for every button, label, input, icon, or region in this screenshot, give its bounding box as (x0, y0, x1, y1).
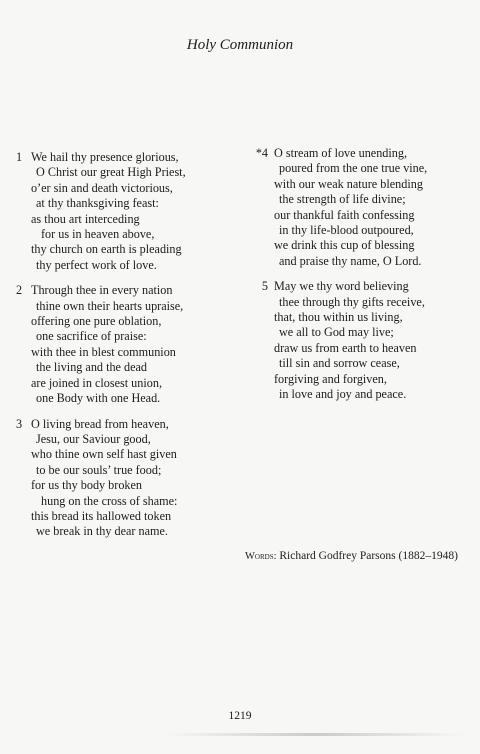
credit-author: Richard Godfrey Parsons (1882–1948) (279, 550, 458, 562)
verse-number: 5 (261, 279, 268, 294)
verse-number: *4 (255, 146, 268, 160)
verse-line: we drink this cup of blessing (274, 238, 415, 253)
verse-line: thee through thy gifts receive, (279, 294, 425, 309)
verse-2 (16, 283, 236, 406)
page-edge-shadow (165, 733, 465, 736)
verse-line: one sacrifice of praise: (36, 329, 147, 344)
verse-line: poured from the one true vine, (279, 161, 428, 176)
verse-1 (16, 150, 236, 273)
verse-line: we all to God may live; (279, 325, 394, 340)
verse-4 (248, 146, 473, 269)
verse-line: offering one pure oblation, (31, 314, 162, 329)
verse-line: O living bread from heaven, (31, 416, 169, 431)
verse-line: the living and the dead (36, 360, 148, 375)
verse-line: at thy thanksgiving feast: (36, 196, 159, 211)
verse-line: in love and joy and peace. (279, 387, 407, 402)
verse-line: till sin and sorrow cease, (279, 356, 400, 371)
verse-line: O stream of love unending, (274, 146, 408, 160)
page-number: 1219 (228, 710, 252, 722)
verse-number: 1 (16, 150, 23, 164)
verse-line: in thy life-blood outpoured, (279, 223, 414, 238)
verse-line: this bread its hallowed token (31, 508, 172, 523)
verse-line: that, thou within us living, (274, 310, 403, 325)
verse-line: Through thee in every nation (31, 283, 173, 298)
verse-line: thy church on earth is pleading (31, 242, 182, 257)
verse-number: 3 (16, 416, 23, 431)
verse-line: the strength of life divine; (279, 192, 406, 207)
verse-line: draw us from earth to heaven (274, 340, 417, 355)
verse-line: hung on the cross of shame: (41, 493, 178, 508)
verse-line: thy perfect work of love. (36, 257, 157, 272)
right-column (248, 146, 473, 413)
page-title: Holy Communion (186, 37, 294, 53)
verse-line: with our weak nature blending (274, 176, 423, 191)
verse-line: our thankful faith confessing (274, 207, 415, 222)
verse-number: 2 (16, 283, 23, 298)
verse-line: with thee in blest communion (31, 344, 176, 359)
verse-line: we break in thy dear name. (36, 524, 168, 539)
verse-line: forgiving and forgiven, (274, 371, 387, 386)
verse-line: O Christ our great High Priest, (36, 165, 186, 180)
credit-label: Words: (245, 551, 277, 562)
verse-line: Jesu, our Saviour good, (36, 431, 151, 446)
verse-line: thine own their hearts upraise, (36, 298, 184, 313)
verse-line: are joined in closest union, (31, 375, 162, 390)
verse-line: as thou art interceding (31, 211, 140, 226)
words-credit (245, 550, 458, 562)
verse-3 (16, 417, 236, 540)
verse-5 (248, 279, 473, 402)
left-column (16, 150, 236, 550)
verse-line: who thine own self hast given (31, 447, 177, 462)
verse-line: We hail thy presence glorious, (31, 150, 179, 164)
verse-line: o’er sin and death victorious, (31, 180, 173, 195)
verse-line: May we thy word believing (274, 279, 409, 294)
verse-line: and praise thy name, O Lord. (279, 253, 422, 268)
verse-line: for us thy body broken (31, 478, 143, 493)
verse-line: for us in heaven above, (41, 227, 155, 242)
verse-line: to be our souls’ true food; (36, 462, 162, 477)
verse-line: one Body with one Head. (36, 391, 161, 406)
